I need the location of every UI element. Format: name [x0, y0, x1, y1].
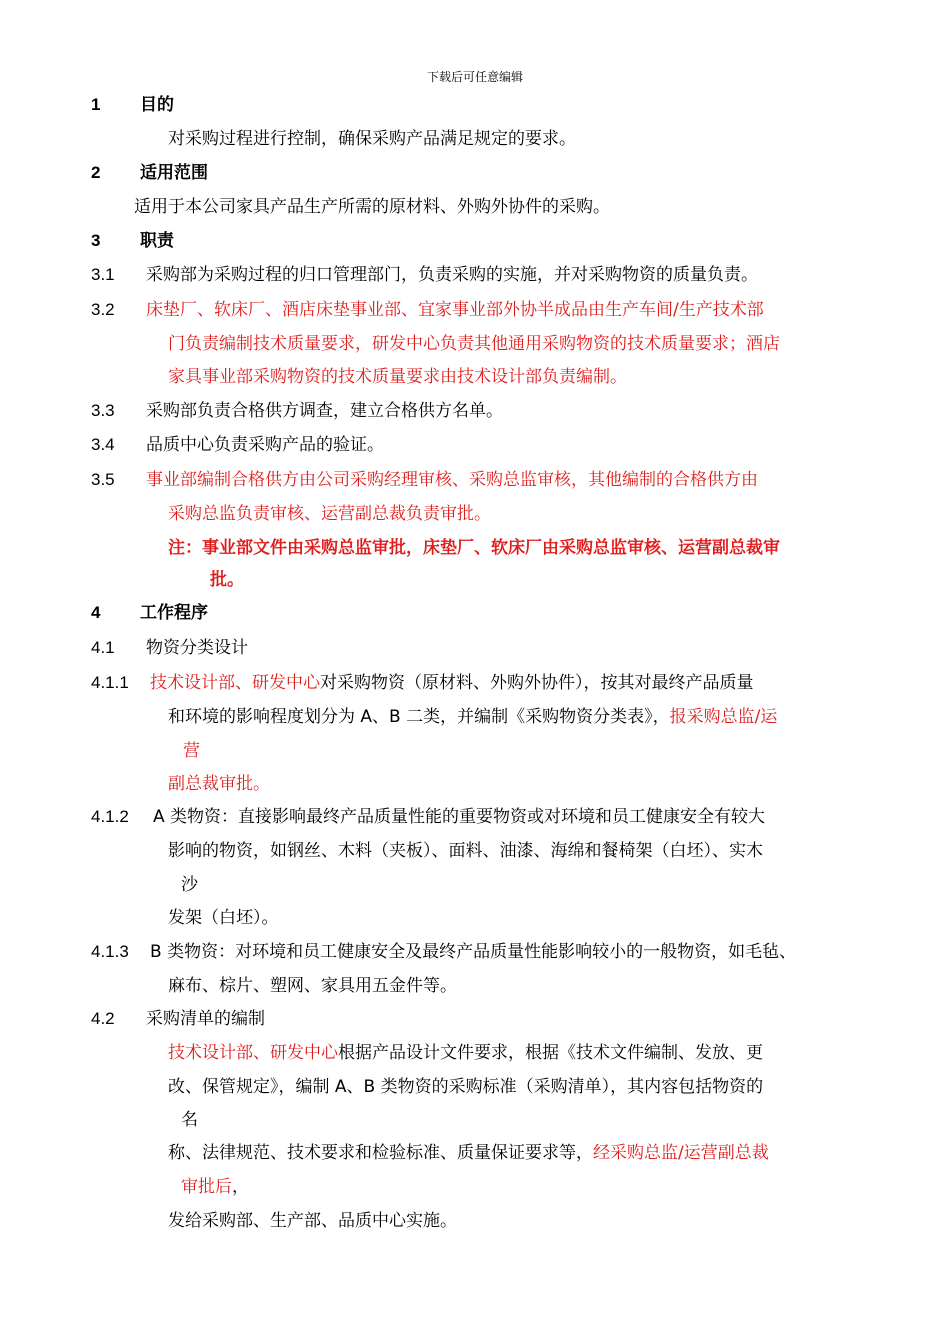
item-4-1-1-text-2: 和环境的影响程度划分为 A、B 二类，并编制《采购物资分类表》， — [168, 707, 670, 727]
item-3-3-text: 采购部负责合格供方调查，建立合格供方名单。 — [146, 401, 503, 421]
item-4-1-1-line-3: 营 — [183, 741, 200, 761]
page-header: 下载后可任意编辑 — [426, 70, 523, 84]
item-4-1-3-line-1: B 类物资：对环境和员工健康安全及最终产品质量性能影响较小的一般物资，如毛毡、 — [150, 942, 797, 962]
item-4-2-line-3: 名 — [181, 1110, 198, 1130]
item-4-1-2-line-1: A 类物资：直接影响最终产品质量性能的重要物资或对环境和员工健康安全有较大 — [153, 807, 766, 827]
item-4-2-red-approval: 经采购总监/运营副总裁 — [593, 1143, 769, 1163]
item-3-2-line-1: 床垫厂、软床厂、酒店床垫事业部、宜家事业部外协半成品由生产车间/生产技术部 — [146, 300, 764, 320]
section-2-text: 适用于本公司家具产品生产所需的原材料、外购外协件的采购。 — [134, 197, 610, 217]
item-4-1-1-number: 4.1.1 — [91, 673, 129, 692]
section-3-title: 职责 — [140, 231, 174, 251]
note-line-2: 批。 — [210, 570, 244, 590]
item-4-2-text-1: 根据产品设计文件要求，根据《技术文件编制、发放、更 — [338, 1043, 763, 1063]
item-4-2-line-5 — [181, 1176, 249, 1198]
item-4-1-1-line-4: 副总裁审批。 — [168, 774, 270, 794]
section-2-number: 2 — [91, 163, 101, 182]
item-4-1-2-line-4: 发架（白坯）。 — [168, 908, 279, 928]
item-3-3-number: 3.3 — [91, 401, 115, 420]
item-4-2-text-4: 称、法律规范、技术要求和检验标准、质量保证要求等， — [168, 1143, 593, 1163]
item-4-1-1-line-2 — [168, 706, 777, 728]
item-4-1-3-number: 4.1.3 — [91, 942, 129, 961]
item-3-2-line-3: 家具事业部采购物资的技术质量要求由技术设计部负责编制。 — [168, 367, 627, 387]
item-3-5-line-2: 采购总监负责审核、运营副总裁负责审批。 — [168, 504, 491, 524]
item-3-2-line-2: 门负责编制技术质量要求，研发中心负责其他通用采购物资的技术质量要求；酒店 — [168, 334, 780, 354]
section-1-text: 对采购过程进行控制，确保采购产品满足规定的要求。 — [168, 129, 576, 149]
item-4-2-red-approved: 审批后 — [181, 1177, 232, 1197]
item-4-1-title: 物资分类设计 — [146, 638, 248, 658]
item-4-2-red-lead: 技术设计部、研发中心 — [168, 1043, 338, 1063]
item-3-1-text: 采购部为采购过程的归口管理部门，负责采购的实施，并对采购物资的质量负责。 — [146, 265, 758, 285]
item-4-1-2-line-2: 影响的物资，如钢丝、木料（夹板）、面料、油漆、海绵和餐椅架（白坯）、实木 — [168, 841, 763, 861]
section-2-title: 适用范围 — [140, 163, 208, 183]
section-1-number: 1 — [91, 95, 101, 114]
item-3-2-number: 3.2 — [91, 300, 115, 319]
item-4-1-number: 4.1 — [91, 638, 115, 657]
item-3-5-line-1: 事业部编制合格供方由公司采购经理审核、采购总监审核，其他编制的合格供方由 — [146, 470, 758, 490]
item-4-1-2-number: 4.1.2 — [91, 807, 129, 826]
item-4-1-1-text-1: 对采购物资（原材料、外购外协件），按其对最终产品质量 — [320, 673, 754, 693]
item-4-1-1-red-approval: 报采购总监/运 — [669, 707, 778, 727]
item-4-2-title: 采购清单的编制 — [146, 1009, 265, 1029]
item-4-2-line-2: 改、保管规定》，编制 A、B 类物资的采购标准（采购清单），其内容包括物资的 — [168, 1077, 764, 1097]
item-4-2-line-1 — [168, 1042, 763, 1064]
item-4-1-1-line-1 — [150, 672, 754, 694]
item-3-4-number: 3.4 — [91, 435, 115, 454]
section-4-title: 工作程序 — [140, 603, 208, 623]
item-4-2-line-6: 发给采购部、生产部、品质中心实施。 — [168, 1211, 457, 1231]
item-3-5-number: 3.5 — [91, 470, 115, 489]
note-line-1: 注：事业部文件由采购总监审批，床垫厂、软床厂由采购总监审核、运营副总裁审 — [168, 538, 780, 558]
item-4-2-line-4 — [168, 1142, 769, 1164]
item-4-1-2-line-3: 沙 — [181, 875, 198, 895]
item-4-2-comma: ， — [232, 1177, 249, 1197]
section-4-number: 4 — [91, 603, 101, 622]
item-3-4-text: 品质中心负责采购产品的验证。 — [146, 435, 384, 455]
section-3-number: 3 — [91, 231, 101, 250]
item-3-1-number: 3.1 — [91, 265, 115, 284]
item-4-2-number: 4.2 — [91, 1009, 115, 1028]
item-4-1-1-red-lead: 技术设计部、研发中心 — [150, 673, 320, 693]
item-4-1-3-line-2: 麻布、棕片、塑网、家具用五金件等。 — [168, 976, 457, 996]
section-1-title: 目的 — [140, 95, 174, 115]
